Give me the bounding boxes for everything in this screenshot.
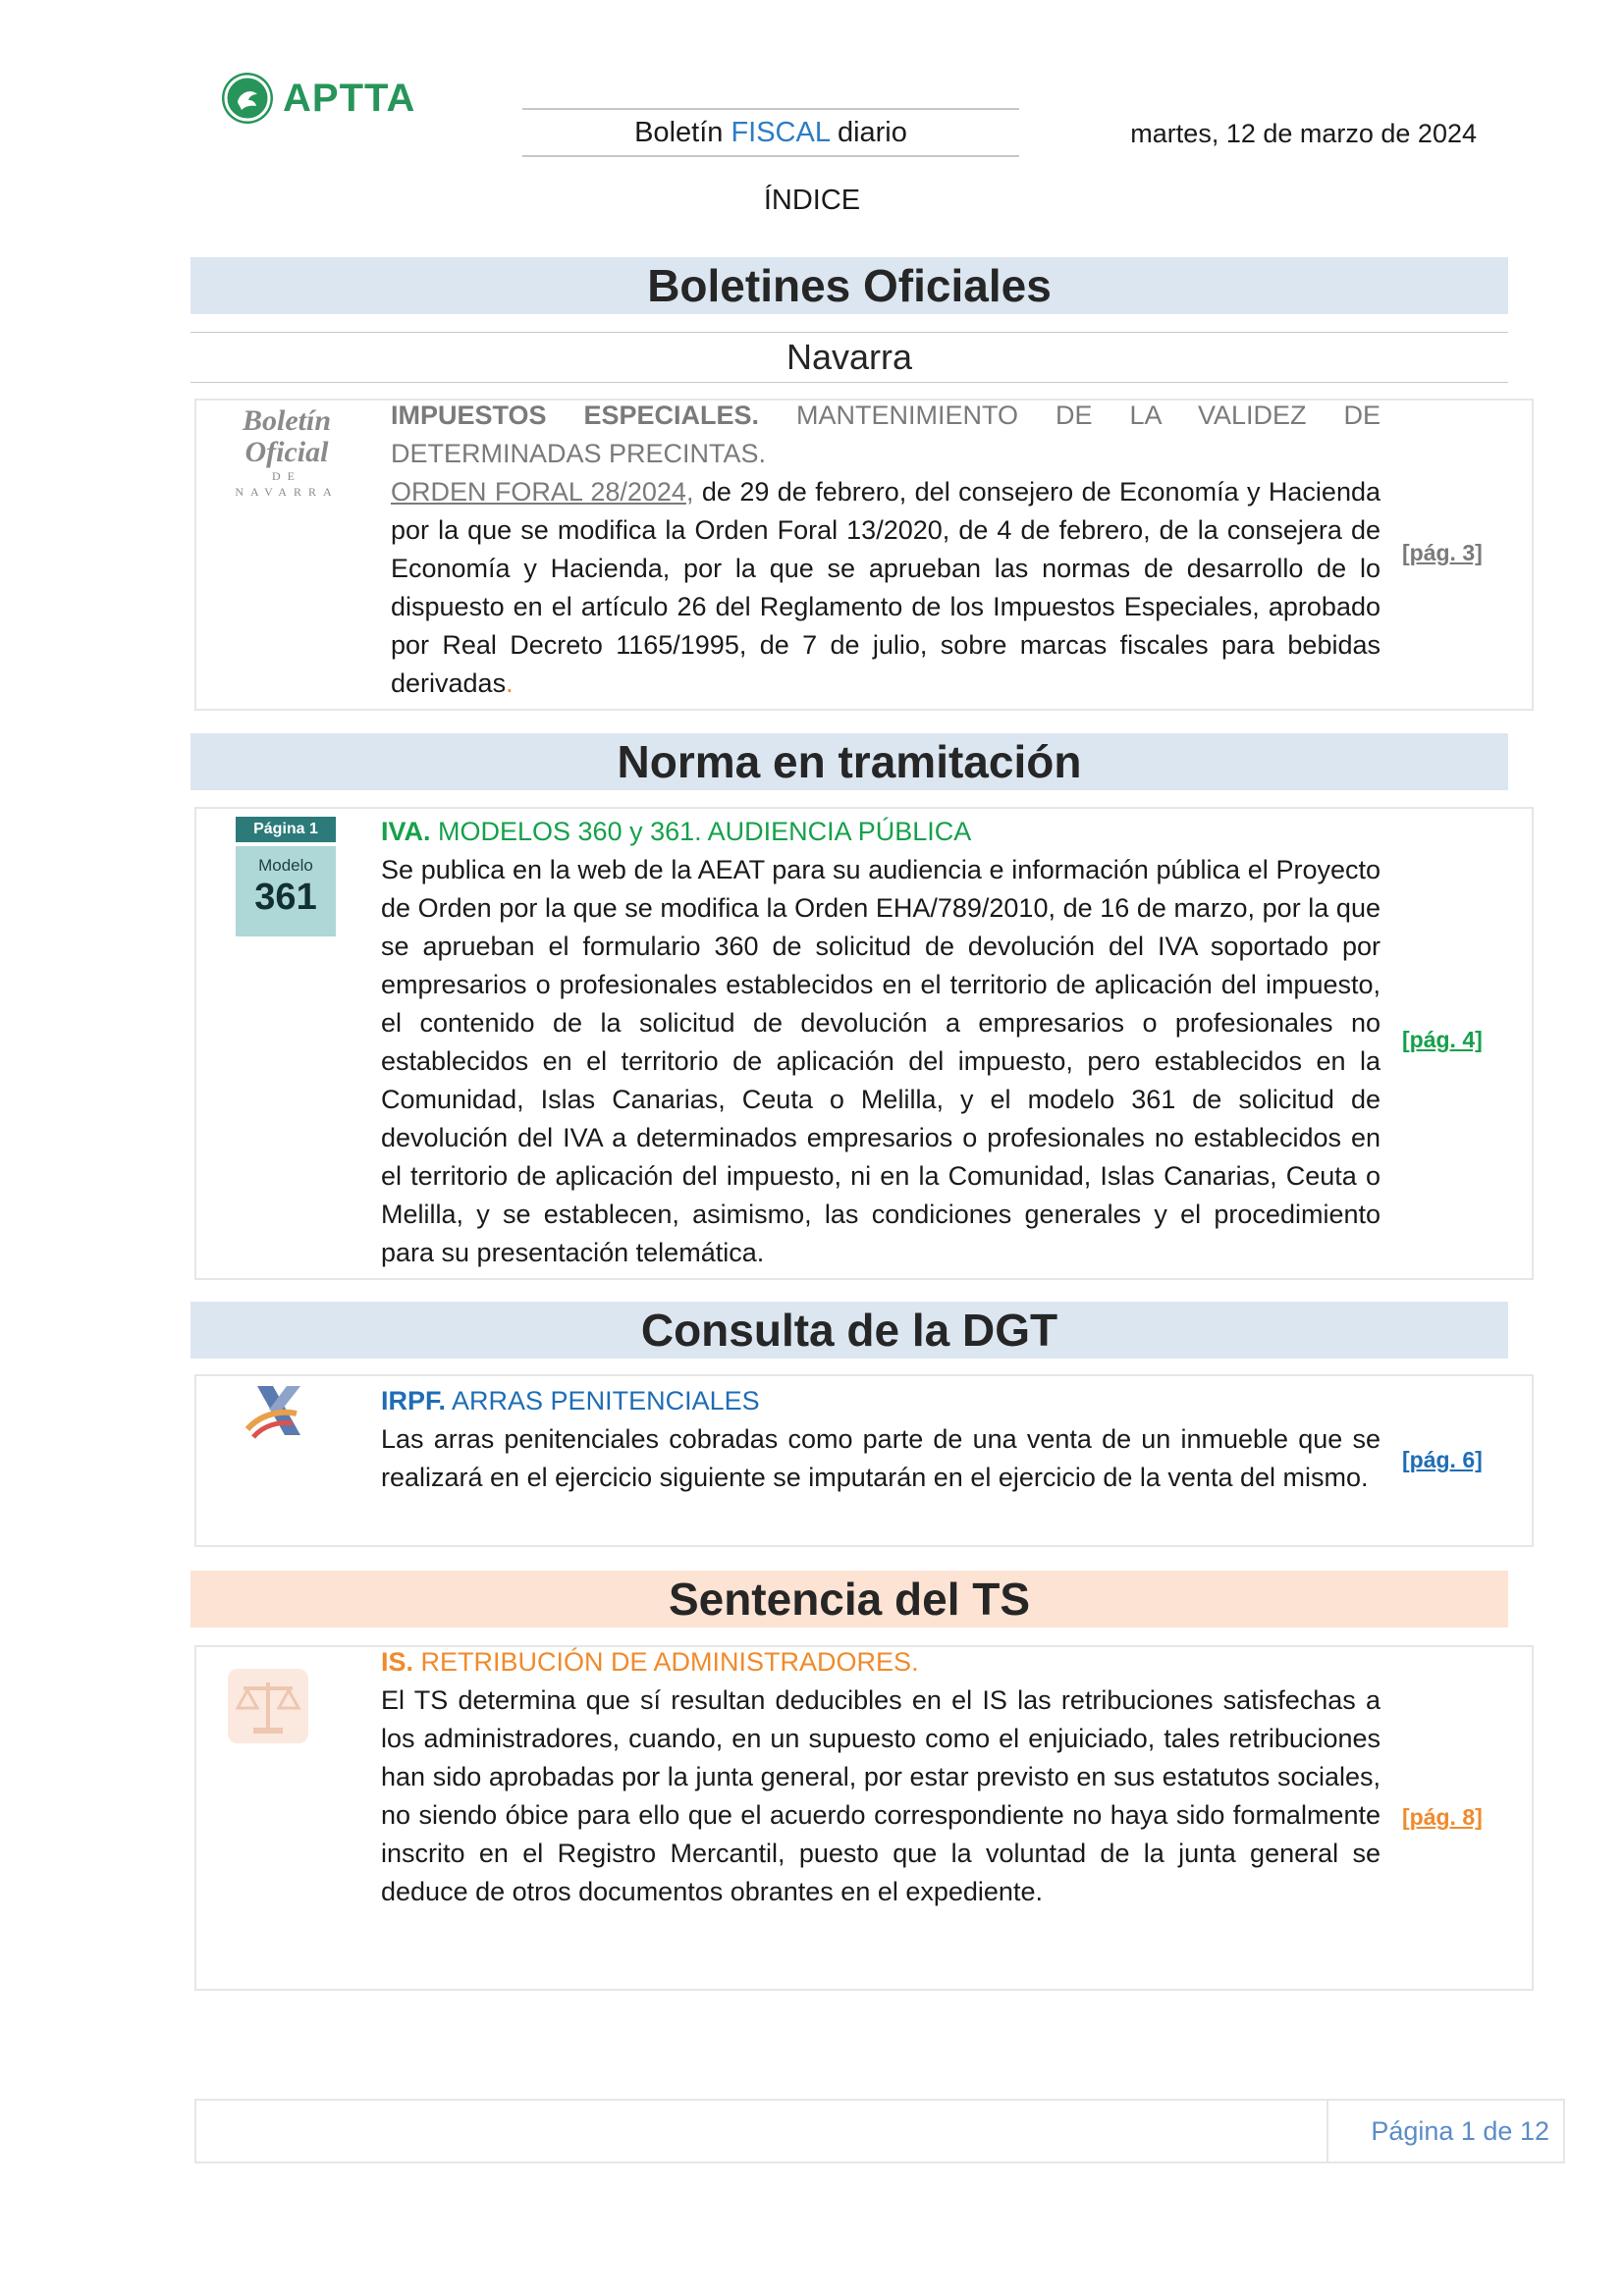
entry-heading xyxy=(391,397,1380,473)
bulletin-title xyxy=(522,108,1019,157)
entry-heading-tax: IRPF. xyxy=(381,1386,447,1415)
entry-body xyxy=(391,473,1380,703)
logo-text: APTTA xyxy=(283,76,416,120)
title-suffix: diario xyxy=(829,117,907,148)
entry-body: Las arras penitenciales cobradas como parte de una venta de un inmueble que se realizará en el ejercicio siguiente se imputarán en el ejercicio de la venta del mismo. xyxy=(381,1424,1380,1492)
entry-heading xyxy=(381,1643,1380,1682)
entry-body: Se publica en la web de la AEAT para su audiencia e información pública el Proyecto de Orden por la que se modifica la Orden EHA/789/2010, de 16 de marzo, por la que se aprueban el formulario 360 de solicitud de devolución del IVA soportado por empresarios o profesionales establecidos en el territorio de aplicación del impuesto, el contenido de la solicitud de devolución a empresarios o profesionales no establecidos en el territorio de aplicación del impuesto, pero establecidos en la Comunidad, Islas Canarias, Ceuta o Melilla, y el modelo 361 de solicitud de devolución del IVA a determinados empresarios o profesionales no establecidos en el territorio de aplicación del impuesto, ni en la Comunidad, Islas Canarias, Ceuta o Melilla, y se establecen, asimismo, las condiciones generales y el procedimiento para su presentación telemática. xyxy=(381,855,1380,1267)
entry-heading-tax: IVA. xyxy=(381,817,431,846)
index-heading: ÍNDICE xyxy=(763,185,861,216)
boletin-navarra-logo-icon xyxy=(216,405,357,500)
entry-heading xyxy=(381,1382,1380,1420)
footer-divider xyxy=(1326,2101,1328,2162)
page-link-4[interactable]: [pág. 4] xyxy=(1402,1027,1483,1052)
section-header-boletines: Boletines Oficiales xyxy=(190,257,1508,314)
orden-foral-link[interactable]: ORDEN FORAL 28/2024 xyxy=(391,477,686,507)
modelo-361-icon xyxy=(236,817,336,936)
bulletin-date: martes, 12 de marzo de 2024 xyxy=(1130,119,1477,148)
entry-heading-title: MANTENIMIENTO DE LA VALIDEZ DE DETERMINADAS PRECINTAS. xyxy=(391,400,1380,468)
title-prefix: Boletín xyxy=(634,117,731,148)
entry-heading-title: ARRAS PENITENCIALES xyxy=(446,1386,760,1415)
page-link-6[interactable]: [pág. 6] xyxy=(1402,1447,1483,1472)
entry-text xyxy=(381,1382,1380,1497)
subsection-header-navarra: Navarra xyxy=(190,332,1508,383)
page-footer xyxy=(194,2099,1565,2163)
logo-line-2: DE NAVARRA xyxy=(235,469,339,499)
title-fiscal: FISCAL xyxy=(731,117,830,148)
entry-heading-tax: IS. xyxy=(381,1647,414,1677)
link-separator: , xyxy=(685,477,694,507)
section-header-dgt: Consulta de la DGT xyxy=(190,1302,1508,1359)
entry-body: El TS determina que sí resultan deducibles en el IS las retribuciones satisfechas a los administradores, cuando, en un supuesto como el enjuiciado, tales retribuciones han sido aprobadas por la junta general, por estar previsto en sus estatutos sociales, no siendo óbice para ello que el acuerdo correspondiente no haya sido formalmente inscrito en el Registro Mercantil, puesto que la voluntad de la junta general se deduce de otros documentos obrantes en el expediente. xyxy=(381,1685,1380,1906)
entry-heading-title: MODELOS 360 y 361. AUDIENCIA PÚBLICA xyxy=(430,817,972,846)
scales-of-justice-icon xyxy=(222,1665,314,1747)
aeat-logo-icon xyxy=(240,1380,316,1441)
entry-text xyxy=(381,813,1380,1272)
page-link-8[interactable]: [pág. 8] xyxy=(1402,1804,1483,1830)
entry-heading xyxy=(381,813,1380,851)
entry-heading-tax: IMPUESTOS ESPECIALES. xyxy=(391,400,760,430)
aptta-logo-icon xyxy=(222,73,273,124)
page-link-3[interactable]: [pág. 3] xyxy=(1402,540,1483,565)
section-header-ts: Sentencia del TS xyxy=(190,1571,1508,1628)
entry-body-text: de 29 de febrero, del consejero de Economía y Hacienda por la que se modifica la Orden Foral 13/2020, de 4 de febrero, de la consejera de Economía y Hacienda, por la que se aprueban las normas de desarrollo de lo dispuesto en el artículo 26 del Reglamento de los Impuestos Especiales, aprobado por Real Decreto 1165/1995, de 7 de julio, sobre marcas fiscales para bebidas derivadas xyxy=(391,477,1380,698)
modelo-page-label: Página 1 xyxy=(236,817,336,842)
entry-text xyxy=(381,1643,1380,1911)
aptta-logo xyxy=(222,71,415,126)
entry-heading-title: RETRIBUCIÓN DE ADMINISTRADORES. xyxy=(413,1647,919,1677)
modelo-number: 361 xyxy=(254,877,317,918)
logo-line-1: Boletín Oficial xyxy=(242,404,331,468)
entry-text xyxy=(391,397,1380,703)
page-number: Página 1 de 12 xyxy=(1371,2116,1549,2146)
section-header-norma: Norma en tramitación xyxy=(190,733,1508,790)
modelo-label: Modelo xyxy=(258,856,313,875)
entry-body-end: . xyxy=(506,668,514,698)
